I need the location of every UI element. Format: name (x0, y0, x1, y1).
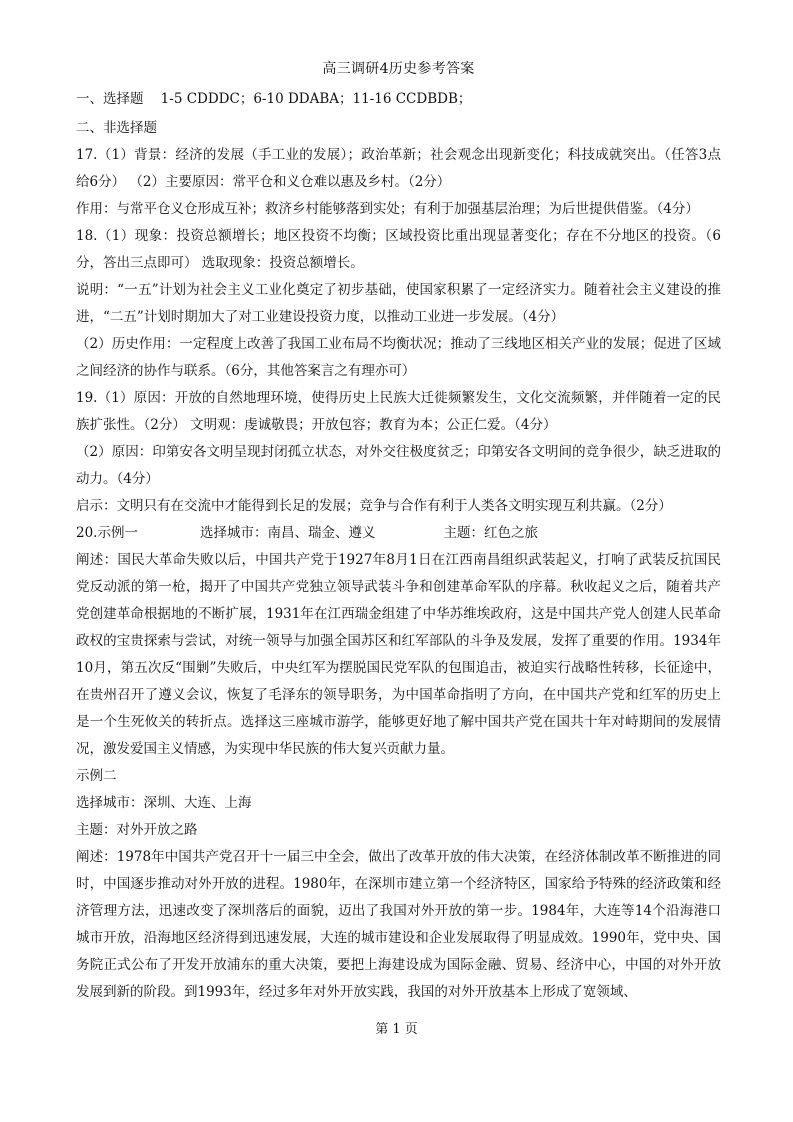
q20-example2-cities: 选择城市：深圳、大连、上海 (76, 795, 252, 811)
q20-example1-text: 阐述：国民大革命失败以后，中国共产党于1927年8月1日在江西南昌组织武装起义，打响了武装反抗国民党反动派的第一枪，揭开了中国共产党独立领导武装斗争和创建革命军队的序幕。秋收起义之后，随着共产党创建革命根据地的不断扩展，1931年在江西瑞金组建了中华苏维埃政府，这是中国共产党人创建人民革命政权的宝贵探索与尝试，对统一领导与加强全国苏区和红军部队的斗争及发展，发挥了重要的作用。1934年10月，第五次反“围剿”失败后，中央红军为摆脱国民党军队的包围追击，被迫实行战略性转移，长征途中，在贵州召开了遵义会议，恢复了毛泽东的领导职务，为中国革命指明了方向，在中国共产党和红军的历史上是一个生死攸关的转折点。选择这三座城市游学，能够更好地了解中国共产党在国共十年对峙期间的发展情况，激发爱国主义情感，为实现中华民族的伟大复兴贡献力量。 (76, 552, 721, 757)
q18-part2: 说明：“一五”计划为社会主义工业化奠定了初步基础，使国家积累了一定经济实力。随着社会主义建设的推进，“二五”计划时期加大了对工业建设投资力度，以推动工业进一步发展。（4分） (76, 282, 721, 325)
q20-example1-header (76, 520, 721, 547)
q20-example2-theme: 主题：对外开放之路 (76, 822, 198, 838)
q17-part1: 17.（1）背景：经济的发展（手工业的发展）；政治革新；社会观念出现新变化；科技成就突出。（任答3点给6分） （2）主要原因：常平仓和义仓难以惠及乡村。（2分） (76, 147, 721, 190)
section-multiple-choice: 一、选择题 1-5 CDDDC；6-10 DDABA；11-16 CCDBDB； (76, 91, 472, 107)
q19-part2: （2）原因：印第安各文明呈现封闭孤立状态，对外交往极度贫乏；印第安各文明间的竞争很少，缺乏进取的动力。（4分） (76, 444, 721, 487)
q18-part1: 18.（1）现象：投资总额增长；地区投资不均衡；区域投资比重出现显著变化；存在不分地区的投资。（6分，答出三点即可） 选取现象：投资总额增长。 (76, 228, 721, 271)
document-page (76, 58, 721, 1006)
q20-example1-label: 20.示例一 (76, 525, 138, 541)
q20-example2-text: 阐述：1978年中国共产党召开十一届三中全会，做出了改革开放的伟大决策，在经济体制改革不断推进的同时，中国逐步推动对外开放的进程。1980年，在深圳市建立第一个经济特区，国家给予特殊的经济政策和经济管理方法，迅速改变了深圳落后的面貌，迈出了我国对外开放的第一步。1984年，大连等14个沿海港口城市开放，沿海地区经济得到迅速发展，大连的城市建设和企业发展取得了明显成效。1990年，党中央、国务院正式公布了开发开放浦东的重大决策，要把上海建设成为国际金融、贸易、经济中心，中国的对外开放发展到新的阶段。到1993年，经过多年对外开放实践，我国的对外开放基本上形成了宽领域、 (76, 849, 721, 1000)
q20-example1-theme: 主题：红色之旅 (443, 525, 538, 541)
page-title: 高三调研4历史参考答案 (322, 61, 475, 77)
section-non-choice: 二、非选择题 (76, 120, 157, 136)
q20-example1-cities: 选择城市：南昌、瑞金、遵义 (199, 525, 376, 541)
q17-part2: 作用：与常平仓义仓形成互补；救济乡村能够落到实处；有利于加强基层治理；为后世提供借鉴。（4分） (76, 201, 699, 217)
page-number: 第 1 页 (375, 1022, 418, 1037)
q19-part1: 19.（1）原因：开放的自然地理环境，使得历史上民族大迁徙频繁发生，文化交流频繁，并伴随着一定的民族扩张性。（2分） 文明观：虔诚敬畏；开放包容；教育为本；公正仁爱。（4分） (76, 390, 721, 433)
q18-part3: （2）历史作用：一定程度上改善了我国工业布局不均衡状况；推动了三线地区相关产业的发展；促进了区域之间经济的协作与联系。（6分，其他答案言之有理亦可） (76, 336, 721, 379)
q20-example2-label: 示例二 (76, 768, 117, 784)
q19-part3: 启示：文明只有在交流中才能得到长足的发展；竞争与合作有利于人类各文明实现互利共赢。（2分） (76, 498, 672, 514)
